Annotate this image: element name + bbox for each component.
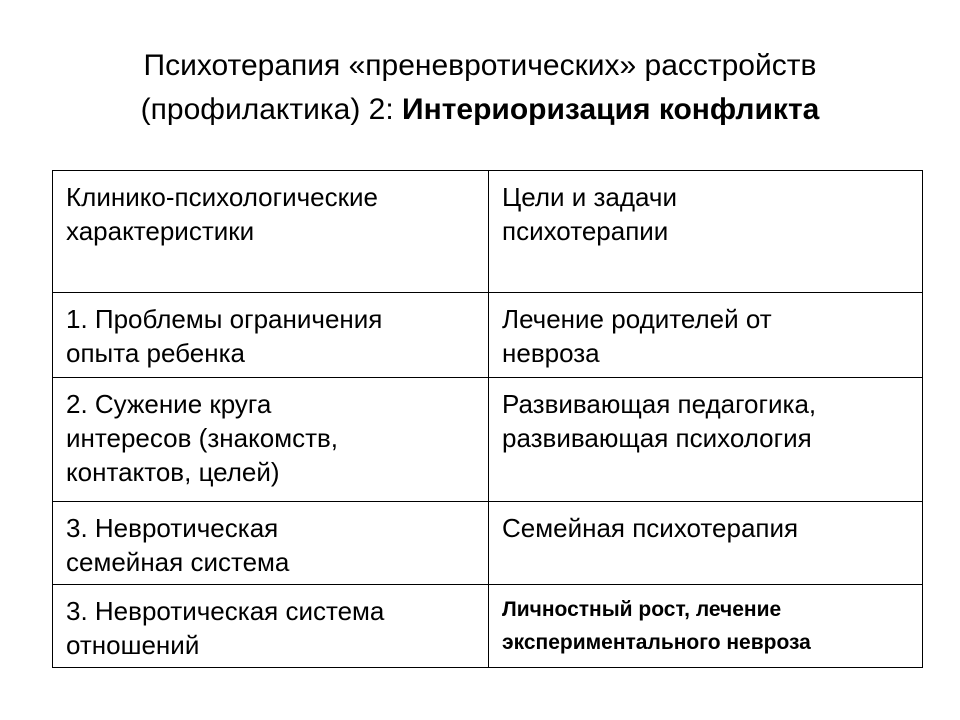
table-header-row (53, 171, 923, 293)
cell-line: Личностный рост, лечение (502, 598, 782, 621)
characteristic-cell (53, 293, 489, 378)
cell-line: Лечение родителей от (502, 304, 772, 334)
title-line-2-bold: Интериоризация конфликта (402, 93, 820, 126)
cell-line: 3. Невротическая система (66, 596, 385, 626)
cell-line: невроза (502, 338, 600, 368)
cell-line: 2. Сужение круга (66, 389, 272, 419)
cell-line: Цели и задачи (502, 182, 678, 212)
cell-line: экспериментального невроза (502, 631, 811, 654)
title-line-2-prefix: (профилактика) 2: (140, 93, 403, 126)
cell-line: семейная система (66, 547, 290, 577)
goal-cell (489, 378, 923, 502)
cell-line: 1. Проблемы ограничения (66, 304, 383, 334)
cell-line: 3. Невротическая (66, 513, 279, 543)
header-cell-characteristics (53, 171, 489, 293)
characteristic-cell (53, 378, 489, 502)
cell-line: Развивающая педагогика, (502, 389, 817, 419)
table-row (53, 378, 923, 502)
title-line-1: Психотерапия «преневротических» расстройств (143, 49, 817, 82)
cell-line: Семейная психотерапия (502, 513, 799, 543)
cell-line: интересов (знакомств, (66, 423, 339, 453)
title-line-2 (40, 88, 920, 132)
cell-line: психотерапии (502, 216, 669, 246)
table-row (53, 585, 923, 668)
table-row (53, 502, 923, 585)
characteristic-cell (53, 502, 489, 585)
cell-line: отношений (66, 630, 200, 660)
cell-line: развивающая психология (502, 423, 812, 453)
goal-cell (489, 502, 923, 585)
slide-title (40, 44, 920, 132)
cell-line: Клинико-психологические (66, 182, 378, 212)
cell-line: опыта ребенка (66, 338, 245, 368)
cell-line: контактов, целей) (66, 457, 280, 487)
cell-line: характеристики (66, 216, 255, 246)
therapy-table (52, 170, 923, 668)
header-cell-goals (489, 171, 923, 293)
goal-cell (489, 293, 923, 378)
characteristic-cell (53, 585, 489, 668)
table-row (53, 293, 923, 378)
goal-cell (489, 585, 923, 668)
